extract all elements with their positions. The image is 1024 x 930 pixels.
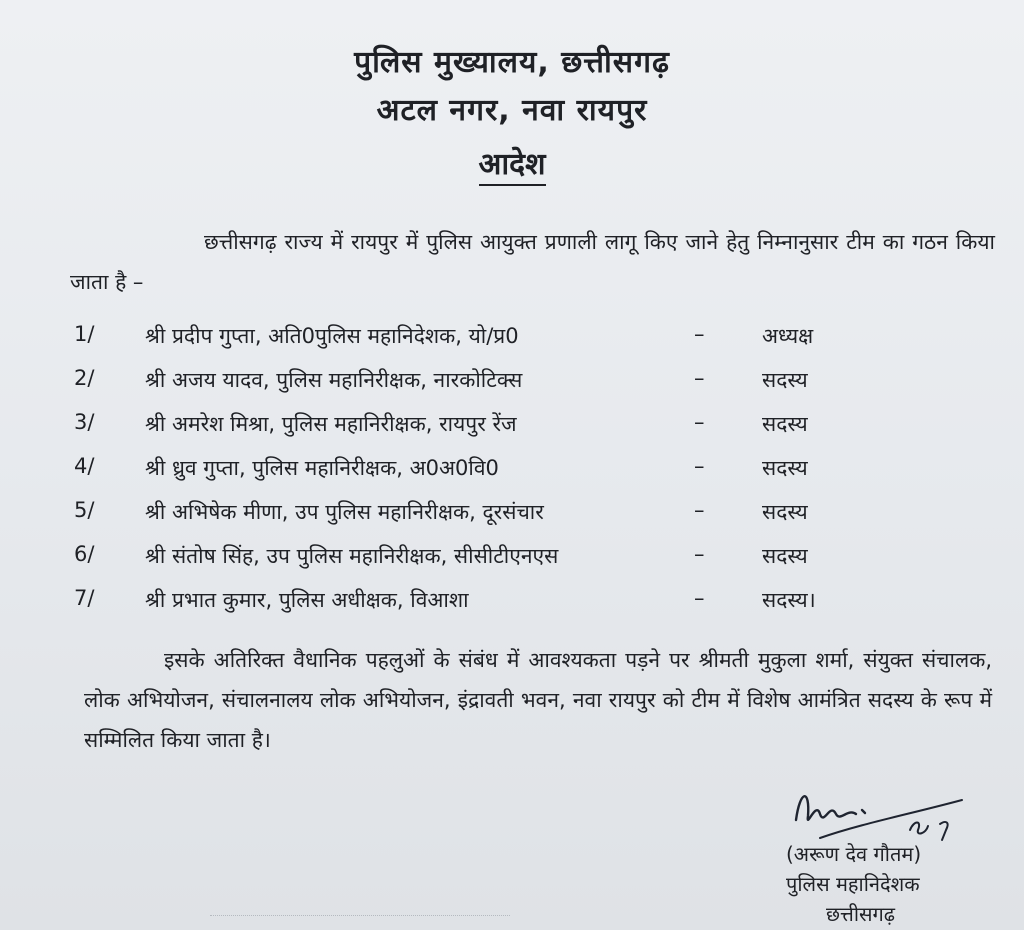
separator-dash: – [694,454,705,478]
member-name: श्री अमरेश मिश्रा, पुलिस महानिरीक्षक, रायपुर रेंज [145,412,517,436]
separator-dash: – [694,322,705,346]
separator-dash: – [694,366,705,390]
member-name: श्री अजय यादव, पुलिस महानिरीक्षक, नारकोटिक्स [145,368,523,392]
member-name: श्री संतोष सिंह, उप पुलिस महानिरीक्षक, सीसीटीएनएस [145,544,559,568]
additional-paragraph: इसके अतिरिक्त वैधानिक पहलुओं के संबंध में आवश्यकता पड़ने पर श्रीमती मुकुला शर्मा, संयुक्त संचालक, लोक अभियोजन, संचालनालय लोक अभियोजन, इंद्रावती भवन, नवा रायपुर को टीम में विशेष आमंत्रित सदस्य के रूप में सम्मिलित किया जाता है। [84,648,992,752]
member-number: 7/ [74,586,95,610]
signatory-name: (अरूण देव गौतम) [786,842,922,866]
member-number: 3/ [74,410,95,434]
member-number: 6/ [74,542,95,566]
member-number: 2/ [74,366,95,390]
member-name: श्री प्रदीप गुप्ता, अति0पुलिस महानिदेशक, यो/प्र0 [145,324,519,348]
member-number: 4/ [74,454,95,478]
member-row [0,366,1024,406]
member-role: सदस्य [762,456,808,480]
separator-dash: – [694,410,705,434]
member-row [0,586,1024,626]
order-heading [0,142,1024,183]
separator-dash: – [694,586,705,610]
member-role: सदस्य [762,500,808,524]
member-number: 1/ [74,322,95,346]
member-number: 5/ [74,498,95,522]
member-role: सदस्य [762,368,808,392]
office-address: अटल नगर, नवा रायपुर [376,93,648,128]
member-row [0,454,1024,494]
member-row [0,542,1024,582]
member-role: सदस्य। [762,588,816,612]
page-bleed-through [210,915,510,930]
signatory-state: छत्तीसगढ़ [826,902,896,926]
member-name: श्री अभिषेक मीणा, उप पुलिस महानिरीक्षक, दूरसंचार [145,500,544,524]
separator-dash: – [694,498,705,522]
member-name: श्री प्रभात कुमार, पुलिस अधीक्षक, विआशा [145,588,469,612]
member-row [0,498,1024,538]
order-heading-text: आदेश [479,147,546,186]
member-role: सदस्य [762,544,808,568]
member-role: अध्यक्ष [762,324,814,348]
intro-paragraph: छत्तीसगढ़ राज्य में रायपुर में पुलिस आयुक्त प्रणाली लागू किए जाने हेतु निम्नानुसार टीम का गठन किया जाता है – [70,230,995,294]
separator-dash: – [694,542,705,566]
member-name: श्री ध्रुव गुप्ता, पुलिस महानिरीक्षक, अ0अ0वि0 [145,456,499,480]
signatory-designation: पुलिस महानिदेशक [786,872,920,896]
office-title: पुलिस मुख्यालय, छत्तीसगढ़ [354,45,670,80]
member-row [0,410,1024,450]
member-row [0,322,1024,362]
member-role: सदस्य [762,412,808,436]
